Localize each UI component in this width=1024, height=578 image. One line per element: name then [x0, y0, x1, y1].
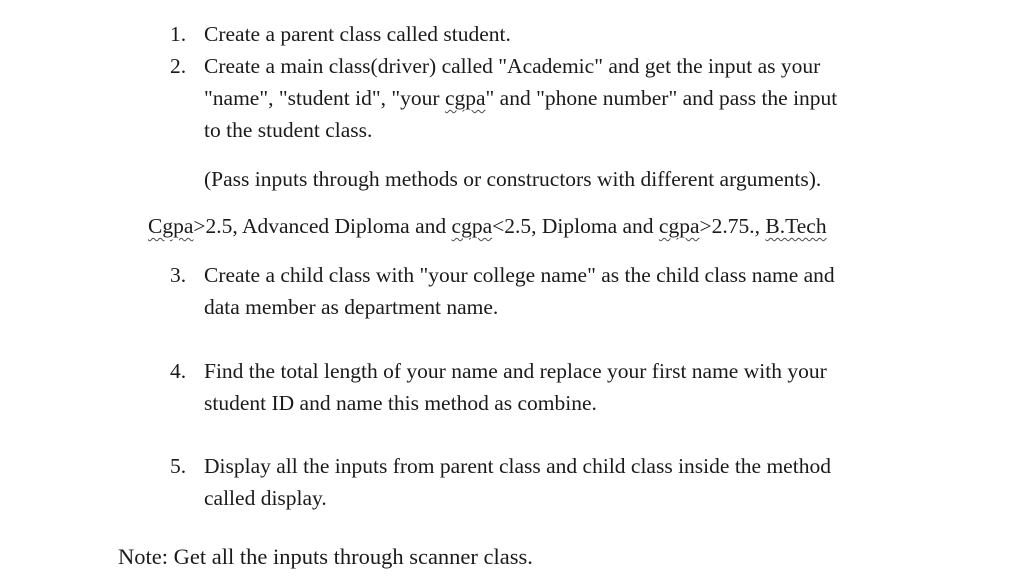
item-3-number: 3. — [170, 263, 187, 287]
cgpa-rule-text-1: >2.5, Advanced Diploma and — [193, 214, 452, 238]
item-5-number: 5. — [170, 454, 187, 478]
spellcheck-word-cgpa: cgpa — [444, 86, 486, 110]
item-1-line-1 — [204, 24, 511, 46]
item-3-text-1: Create a child class with "your college name" as the child class name and — [204, 263, 835, 287]
item-3-line-1 — [204, 265, 835, 287]
item-4-text-1: Find the total length of your name and replace your first name with your — [204, 359, 827, 383]
item-2-line-1 — [204, 56, 820, 78]
item-2-line-3 — [204, 120, 372, 142]
item-3-text-2: data member as department name. — [204, 295, 499, 319]
item-4-line-2 — [204, 393, 597, 415]
item-4-text-2: student ID and name this method as combine. — [204, 391, 597, 415]
btech-word: B.Tech — [765, 214, 827, 238]
item-5-text-2: called display. — [204, 486, 327, 510]
cgpa-rule-text-2: <2.5, Diploma and — [492, 214, 659, 238]
item-4-line-1 — [204, 361, 827, 383]
cgpa-word-1: Cgpa — [148, 214, 194, 238]
item-2-text-2b: " and "phone number" and pass the input — [485, 86, 838, 110]
item-2-line-2 — [204, 88, 837, 110]
pass-inputs-note: (Pass inputs through methods or constructors with different arguments). — [204, 167, 822, 191]
cgpa-rule-line — [148, 216, 827, 238]
item-2-text-3: to the student class. — [204, 118, 373, 142]
item-5-line-1 — [204, 456, 831, 478]
item-5-text-1: Display all the inputs from parent class and child class inside the method — [204, 454, 831, 478]
item-2-text-2a: "name", "student id", "your — [204, 86, 445, 110]
item-2-text-1: Create a main class(driver) called "Academic" and get the input as your — [204, 54, 821, 78]
item-1-text: Create a parent class called student. — [204, 22, 511, 46]
item-2-number: 2. — [170, 54, 187, 78]
cgpa-word-3: cgpa — [658, 214, 700, 238]
cgpa-rule-text-3: >2.75., — [699, 214, 766, 238]
footer-note: Note: Get all the inputs through scanner class. — [118, 544, 533, 569]
item-3-line-2 — [204, 297, 498, 319]
cgpa-word-2: cgpa — [451, 214, 493, 238]
item-5-line-2 — [204, 488, 327, 510]
item-4-number: 4. — [170, 359, 187, 383]
item-1-number: 1. — [170, 22, 187, 46]
